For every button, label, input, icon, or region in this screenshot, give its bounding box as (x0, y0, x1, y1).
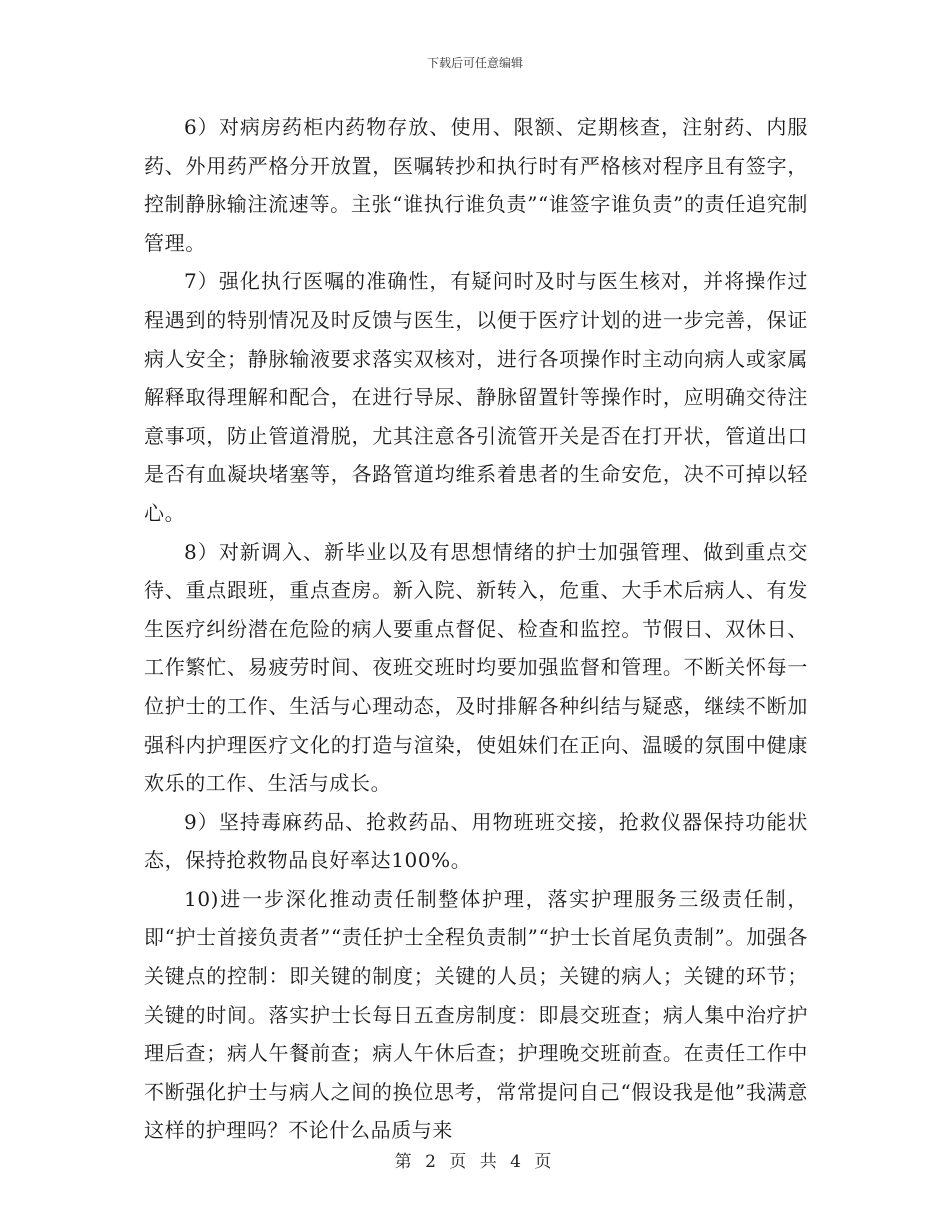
page-header-note: 下载后可任意编辑 (426, 56, 523, 70)
paragraph-6: 6）对病房药柜内药物存放、使用、限额、定期核查，注射药、内服药、外用药严格分开放置，医嘱转抄和执行时有严格核对程序且有签字，控制静脉输注流速等。主张“谁执行谁负责”“谁签字谁负责”的责任追究制管理。 (144, 115, 808, 255)
paragraph-9: 9）坚持毒麻药品、抢救药品、用物班班交接，抢救仪器保持功能状态，保持抢救物品良好率达100%。 (144, 809, 808, 873)
paragraph-7: 7）强化执行医嘱的准确性，有疑问时及时与医生核对，并将操作过程遇到的特别情况及时反馈与医生，以便于医疗计划的进一步完善，保证病人安全；静脉输液要求落实双核对，进行各项操作时主动向病人或家属解释取得理解和配合，在进行导尿、静脉留置针等操作时，应明确交待注意事项，防止管道滑脱，尤其注意各引流管开关是否在打开状，管道出口是否有血凝块堵塞等，各路管道均维系着患者的生命安危，决不可掉以轻心。 (144, 269, 808, 525)
paragraph-10: 10)进一步深化推动责任制整体护理，落实护理服务三级责任制，即“护士首接负责者”“责任护士全程负责制”“护士长首尾负责制”。加强各关键点的控制：即关键的制度；关键的人员；关键的病人；关键的环节；关键的时间。落实护士长每日五查房制度：即晨交班查；病人集中治疗护理后查；病人午餐前查；病人午休后查；护理晚交班前查。在责任工作中不断强化护士与病人之间的换位思考，常常提问自己“假设我是他”我满意这样的护理吗？不论什么品质与来 (144, 886, 808, 1143)
page-number: 第 2 页 共 4 页 (394, 1152, 556, 1172)
document-body (144, 108, 808, 1150)
paragraph-8: 8）对新调入、新毕业以及有思想情绪的护士加强管理、做到重点交待、重点跟班，重点查房。新入院、新转入，危重、大手术后病人、有发生医疗纠纷潜在危险的病人要重点督促、检查和监控。节假日、双休日、工作繁忙、易疲劳时间、夜班交班时均要加强监督和管理。不断关怀每一位护士的工作、生活与心理动态，及时排解各种纠结与疑惑，继续不断加强科内护理医疗文化的打造与渲染，使姐妹们在正向、温暖的氛围中健康欢乐的工作、生活与成长。 (144, 539, 808, 796)
